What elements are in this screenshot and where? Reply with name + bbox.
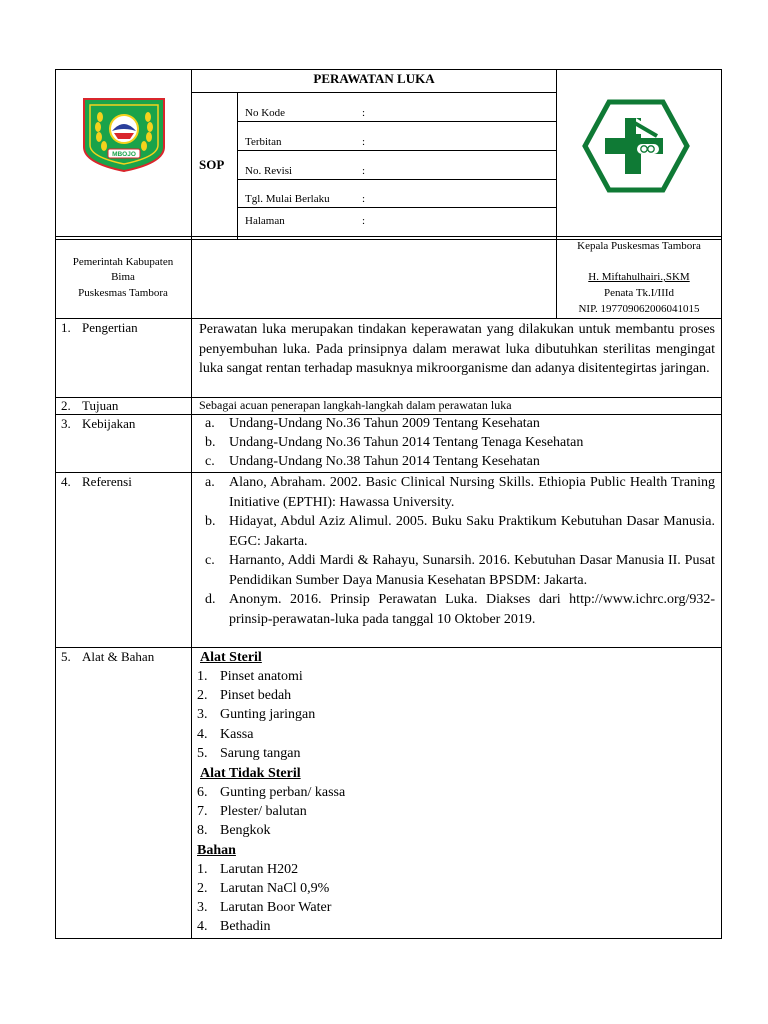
tujuan-text: Sebagai acuan penerapan langkah-langkah dalam perawatan luka [199,398,512,412]
section-number: 4. [61,474,71,489]
field-label-terbitan: Terbitan [245,136,282,148]
list-number: 3. [197,900,208,915]
list-number: 8. [197,823,208,838]
org-line-3: Puskesmas Tambora [78,287,168,299]
section-label: Referensi [82,474,132,489]
field-label-no-revisi: No. Revisi [245,165,293,177]
list-number: 1. [197,862,208,877]
list-marker: b. [205,435,216,450]
field-label-no-kode: No Kode [245,107,286,119]
field-colon: : [362,215,366,227]
list-marker: a. [205,475,215,490]
field-colon: : [362,193,366,205]
field-label-tgl-mulai-berlaku: Tgl. Mulai Berlaku [245,193,330,205]
section-label: Tujuan [82,398,119,413]
list-item: Undang-Undang No.36 Tahun 2009 Tentang Kesehatan [229,416,540,431]
reference-item: Harnanto, Addi Mardi & Rahayu, Sunarsih. 2016. Kebutuhan Dasar Manusia II. Pusat Pendidikan Sumber Daya Manusia Kesehatan BPSDM: Jakarta. [229,553,715,588]
reference-item: Hidayat, Abdul Aziz Alimul. 2005. Buku Saku Praktikum Kebutuhan Dasar Manusia. EGC: Jakarta. [229,514,715,549]
alat-tidak-steril-heading: Alat Tidak Steril [200,766,301,781]
org-line-2: Bima [111,271,135,283]
list-marker: a. [205,416,215,431]
field-colon: : [362,136,366,148]
signatory-nip: NIP. 197709062006041015 [578,303,700,315]
list-item: Pinset anatomi [220,669,303,684]
list-item: Bengkok [220,823,271,838]
sop-label: SOP [199,157,225,172]
list-number: 2. [197,881,208,896]
bahan-heading: Bahan [197,843,236,858]
list-item: Gunting jaringan [220,707,316,722]
reference-item: Alano, Abraham. 2002. Basic Clinical Nursing Skills. Ethiopia Public Health Traning Initiative (EPTHI): Hawassa University. [229,475,715,510]
list-item: Sarung tangan [220,746,301,761]
section-label: Alat & Bahan [82,649,155,664]
list-number: 6. [197,785,208,800]
list-item: Gunting perban/ kassa [220,785,346,800]
list-number: 2. [197,688,208,703]
list-marker: c. [205,454,215,469]
section-label: Kebijakan [82,416,136,431]
section-label: Pengertian [82,320,138,335]
list-number: 5. [197,746,208,761]
signatory-rank: Penata Tk.I/IIId [603,287,675,299]
list-item: Larutan H202 [220,862,299,877]
section-number: 5. [61,649,71,664]
reference-item: Anonym. 2016. Prinsip Perawatan Luka. Diakses dari http://www.ichrc.org/932-prinsip-perawatan-luka pada tanggal 10 Oktober 2019. [229,592,715,627]
field-label-halaman: Halaman [245,215,285,227]
list-item: Undang-Undang No.38 Tahun 2014 Tentang Kesehatan [229,454,540,469]
field-colon: : [362,107,366,119]
puskesmas-logo-icon [581,98,691,194]
list-number: 3. [197,707,208,722]
list-item: Undang-Undang No.36 Tahun 2014 Tentang Tenaga Kesehatan [229,435,584,450]
list-number: 1. [197,669,208,684]
section-number: 3. [61,416,71,431]
list-item: Pinset bedah [220,688,292,703]
document-title: PERAWATAN LUKA [313,71,435,86]
list-marker: c. [205,553,215,568]
signatory-name: H. Miftahulhairi.,SKM [588,271,690,283]
list-item: Larutan Boor Water [220,900,332,915]
svg-text:MBOJO: MBOJO [112,151,136,158]
section-number: 2. [61,398,71,413]
list-item: Bethadin [220,919,271,934]
list-marker: d. [205,592,216,607]
list-number: 4. [197,727,208,742]
list-item: Kassa [220,727,254,742]
bima-regency-emblem-icon [82,97,166,173]
alat-steril-heading: Alat Steril [200,650,262,665]
signatory-role: Kepala Puskesmas Tambora [577,240,701,252]
org-line-1: Pemerintah Kabupaten [72,256,174,268]
field-colon: : [362,165,366,177]
list-number: 7. [197,804,208,819]
list-item: Larutan NaCl 0,9% [220,881,330,896]
list-marker: b. [205,514,216,529]
list-item: Plester/ balutan [220,804,307,819]
pengertian-text: Perawatan luka merupakan tindakan keperawatan yang dilakukan untuk membantu proses penyembuhan luka. Pada prinsipnya dalam merawat luka dibutuhkan sterilitas mengingat luka sangat rentan terhadap masuknya mikroorganisme dan adanya disitentegirtas jaringan. [199,322,715,376]
list-number: 4. [197,919,208,934]
section-number: 1. [61,320,71,335]
